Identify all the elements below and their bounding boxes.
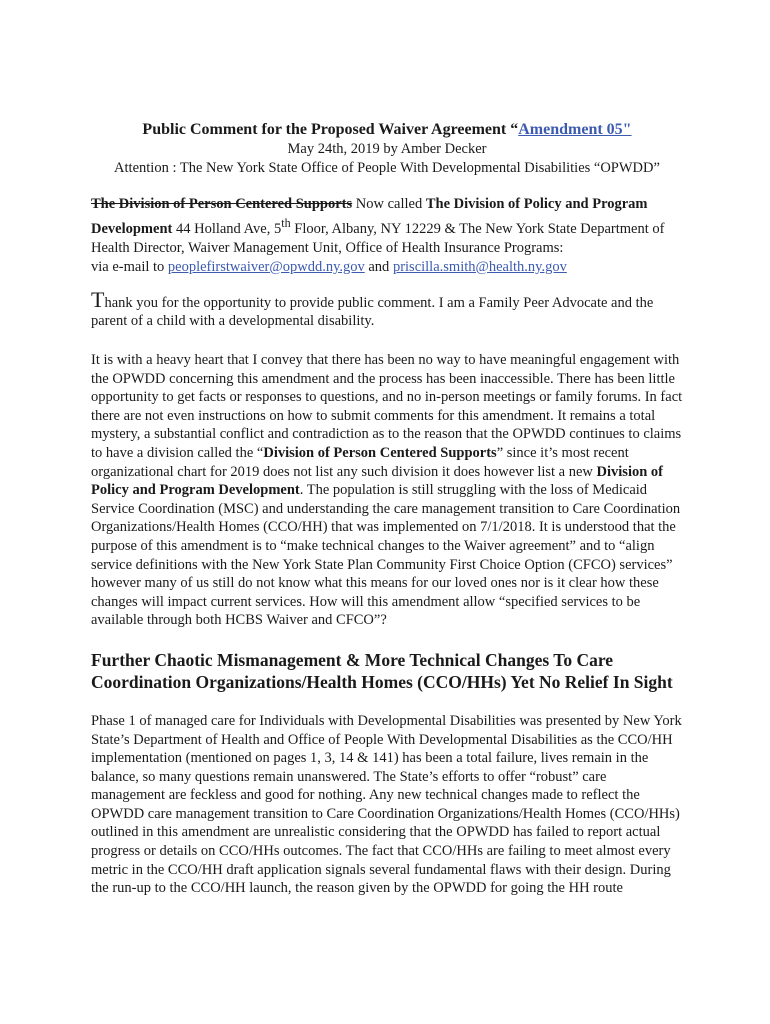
paragraph-intro — [91, 286, 683, 331]
struck-division-name: The Division of Person Centered Supports — [91, 196, 353, 212]
document-page — [91, 120, 683, 898]
attention-line: Attention : The New York State Office of People With Developmental Disabilities “OPWDD” — [114, 160, 660, 176]
new-division-name: The Division of Policy and Program Development — [91, 196, 648, 237]
floor-superscript: th — [281, 216, 291, 230]
email-link-health[interactable]: priscilla.smith@health.ny.gov — [392, 258, 567, 275]
byline: May 24th, 2019 by Amber Decker — [287, 141, 487, 157]
paragraph-engagement — [91, 351, 683, 630]
engagement-text-c: ” since it’s most recent organizational chart for 2019 does not list any such division it does however list a new — [91, 444, 629, 480]
address-block — [91, 195, 683, 277]
now-called-text: Now called — [352, 196, 426, 212]
intro-text: hank you for the opportunity to provide public comment. I am a Family Peer Advocate and the parent of a child with a developmental disability. — [91, 294, 654, 330]
engagement-bold-1: Division of Person Centered Supports — [263, 444, 497, 461]
engagement-bold-2: Division of Policy and Program Development — [91, 463, 663, 499]
section-heading: Further Chaotic Mismanagement & More Technical Changes To Care Coordination Organizations/Health Homes (CCO/HHs) Yet No Relief In Sight — [91, 649, 673, 692]
engagement-text-d: . The population is still struggling with the loss of Medicaid Service Coordination (MSC) and understanding the care management transition to Care Coordination Organizations/Health Homes (CCO/HH) that was implemented on 7/1/2018. It is understood that the purpose of this amendment is to “make technical changes to the Waiver agreement” and to “align service definitions with the New York State Plan Community First Choice Option (CFCO) services” however many of us still do not know what this means for our loved ones nor is it clear how these changes will impact current services. How will this amendment allow “specified services to be available through both HCBS Waiver and CFCO”? — [91, 482, 681, 629]
title-text: Public Comment for the Proposed Waiver Agreement “ — [142, 121, 519, 138]
street-address-b: Floor, Albany, NY 12229 & The New York State Department of Health Director, Waiver Management Unit, Office of Health Insurance Programs: — [91, 220, 665, 256]
email-link-opwdd[interactable]: peoplefirstwaiver@opwdd.ny.gov — [167, 258, 365, 275]
street-address-a: 44 Holland Ave, 5 — [172, 220, 282, 237]
via-email-text: via e-mail to — [91, 258, 168, 275]
amendment-link[interactable]: Amendment 05" — [518, 121, 632, 138]
engagement-text-a: It is with a heavy heart that I convey that there has been no way to have meaningful engagement with the OPWDD concerning this amendment and the process has been inaccessible. There has been little opportunity to get facts or responses to questions, and no in-person meetings or family forums. In fact there are not even instructions on how to submit comments for this amendment. It remains a total mystery, a substantial conflict and contradiction as to the reason that the OPWDD continues to claims to have a division called the “ — [91, 352, 683, 461]
paragraph-phase-one: Phase 1 of managed care for Individuals with Developmental Disabilities was presented by New York State’s Department of Health and Office of People With Developmental Disabilities as the CCO/HH implementation (mentioned on pages 1, 3, 14 & 141) has been a total failure, lives remain in the balance, so many questions remain unanswered. The State’s efforts to offer “robust” care management are feckless and good for nothing. Any new technical changes made to reflect the OPWDD care management transition to Care Coordination Organizations/Health Homes (CCO/HHs) outlined in this amendment are unrealistic considering that the OPWDD has failed to report actual progress or details on CCO/HHs outcomes. The fact that CCO/HHs are failing to meet almost every metric in the CCO/HH draft application signals several fundamental flaws with their design. During the run-up to the CCO/HH launch, the reason given by the OPWDD for going the HH route — [91, 712, 682, 897]
and-text: and — [364, 258, 393, 275]
drop-cap: T — [91, 286, 105, 312]
document-title — [91, 120, 683, 140]
